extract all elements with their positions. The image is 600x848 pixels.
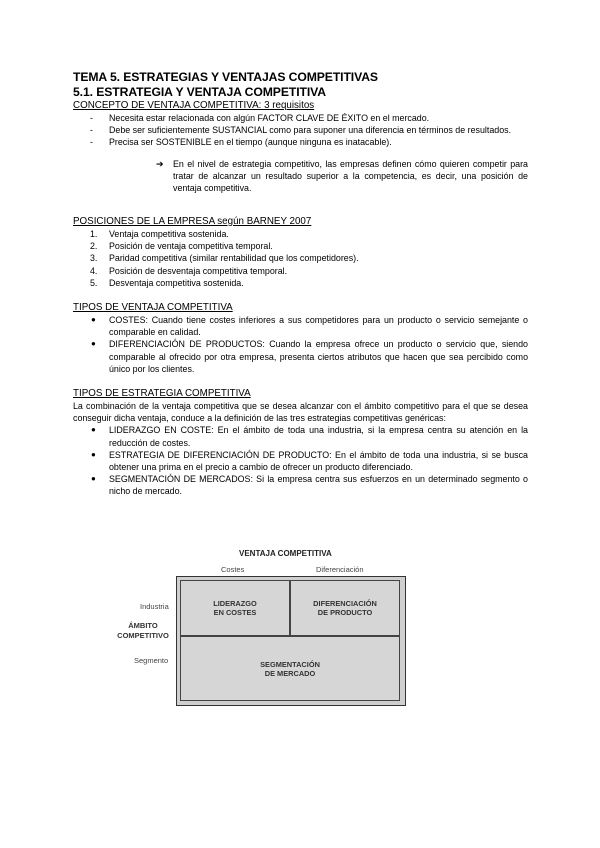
bullet-icon: ● [91, 474, 96, 484]
document-page [73, 70, 528, 498]
column-label-diferenciacion: Diferenciación [316, 565, 364, 574]
box-segmentacion-de-mercado: SEGMENTACIÓN DE MERCADO [180, 636, 400, 701]
list-item: 5. Desventaja competitiva sostenida. [90, 277, 244, 288]
tipos-estrategia-intro: La combinación de la ventaja competitiva que se desea alcanzar con el ámbito competitivo para el que se desea conseguir dicha ventaja, conduce a la definición de las tres estrategias competitivas genéricas: [73, 401, 528, 424]
list-item: ● SEGMENTACIÓN DE MERCADOS: Si la empresa centra sus esfuerzos en un determinado segmento o nicho de mercado. [91, 474, 528, 497]
concepto-heading: CONCEPTO DE VENTAJA COMPETITIVA: 3 requisitos [73, 100, 315, 111]
list-item: - Precisa ser SOSTENIBLE en el tiempo (aunque ninguna es inatacable). [90, 137, 392, 148]
bullet-icon: ● [91, 449, 96, 459]
concepto-note: ➔ En el nivel de estrategia competitivo, las empresas definen cómo quieren competir para tratar de alcanzar un resultado superior a la competencia, es decir, una posición de ventaja competitiva. [156, 158, 528, 193]
list-item: - Necesita estar relacionada con algún FACTOR CLAVE DE ÉXITO en el mercado. [90, 113, 430, 123]
bullet-icon: ● [91, 315, 96, 325]
dash-bullet: - [90, 113, 93, 123]
bullet-icon: ● [91, 339, 96, 349]
list-item: 2. Posición de ventaja competitiva temporal. [90, 241, 273, 252]
section-subtitle: 5.1. ESTRATEGIA Y VENTAJA COMPETITIVA [73, 85, 326, 99]
bullet-icon: ● [91, 425, 96, 435]
list-item: 1. Ventaja competitiva sostenida. [90, 229, 229, 239]
dash-bullet: - [90, 125, 93, 136]
list-item: ● LIDERAZGO EN COSTE: En el ámbito de toda una industria, si la empresa centra su atención en la reducción de costes. [91, 425, 528, 448]
list-item: ● DIFERENCIACIÓN DE PRODUCTOS: Cuando la empresa ofrece un producto o servicio que, siendo comparable al ofrecido por otra empresa, presenta ciertos atributos que hacen que sea percibido como único por los clientes. [91, 339, 528, 374]
list-item: 3. Paridad competitiva (similar rentabilidad que los competidores). [90, 253, 359, 264]
tipos-estrategia-heading: TIPOS DE ESTRATEGIA COMPETITIVA [73, 388, 251, 400]
posiciones-heading: POSICIONES DE LA EMPRESA según BARNEY 2007 [73, 216, 312, 227]
box-liderazgo-en-costes: LIDERAZGO EN COSTES [180, 580, 290, 636]
ambito-competitivo-label: ÁMBITO COMPETITIVO [117, 621, 169, 640]
dash-bullet: - [90, 137, 93, 148]
box-diferenciacion-de-producto: DIFERENCIACIÓN DE PRODUCTO [290, 580, 400, 636]
row-label-industria: Industria [140, 602, 169, 611]
row-label-segmento: Segmento [134, 656, 169, 665]
competitive-strategy-diagram [100, 548, 410, 708]
list-item: ● COSTES: Cuando tiene costes inferiores a sus competidores para un producto o servicio semejante o comparable en calidad. [91, 315, 528, 338]
concepto-list [73, 112, 528, 149]
list-item: ● ESTRATEGIA DE DIFERENCIACIÓN DE PRODUCTO: En el ámbito de toda una industria, si se busca obtener una prima en el precio a cambio de ofrecer un producto diferenciado. [91, 449, 528, 473]
list-item: 4. Posición de desventaja competitiva temporal. [90, 265, 288, 276]
arrow-right-icon: ➔ [156, 158, 164, 169]
list-item: - Debe ser suficientemente SUSTANCIAL como para suponer una diferencia en términos de resultados. [90, 125, 512, 136]
tipos-ventaja-list [73, 314, 528, 375]
tipos-ventaja-heading: TIPOS DE VENTAJA COMPETITIVA [73, 302, 233, 314]
tipos-estrategia-list [73, 424, 528, 497]
column-label-costes: Costes [221, 565, 245, 574]
diagram-title: VENTAJA COMPETITIVA [239, 549, 332, 558]
document-title: TEMA 5. ESTRATEGIAS Y VENTAJAS COMPETITIVAS [73, 70, 378, 84]
posiciones-list [73, 228, 528, 289]
